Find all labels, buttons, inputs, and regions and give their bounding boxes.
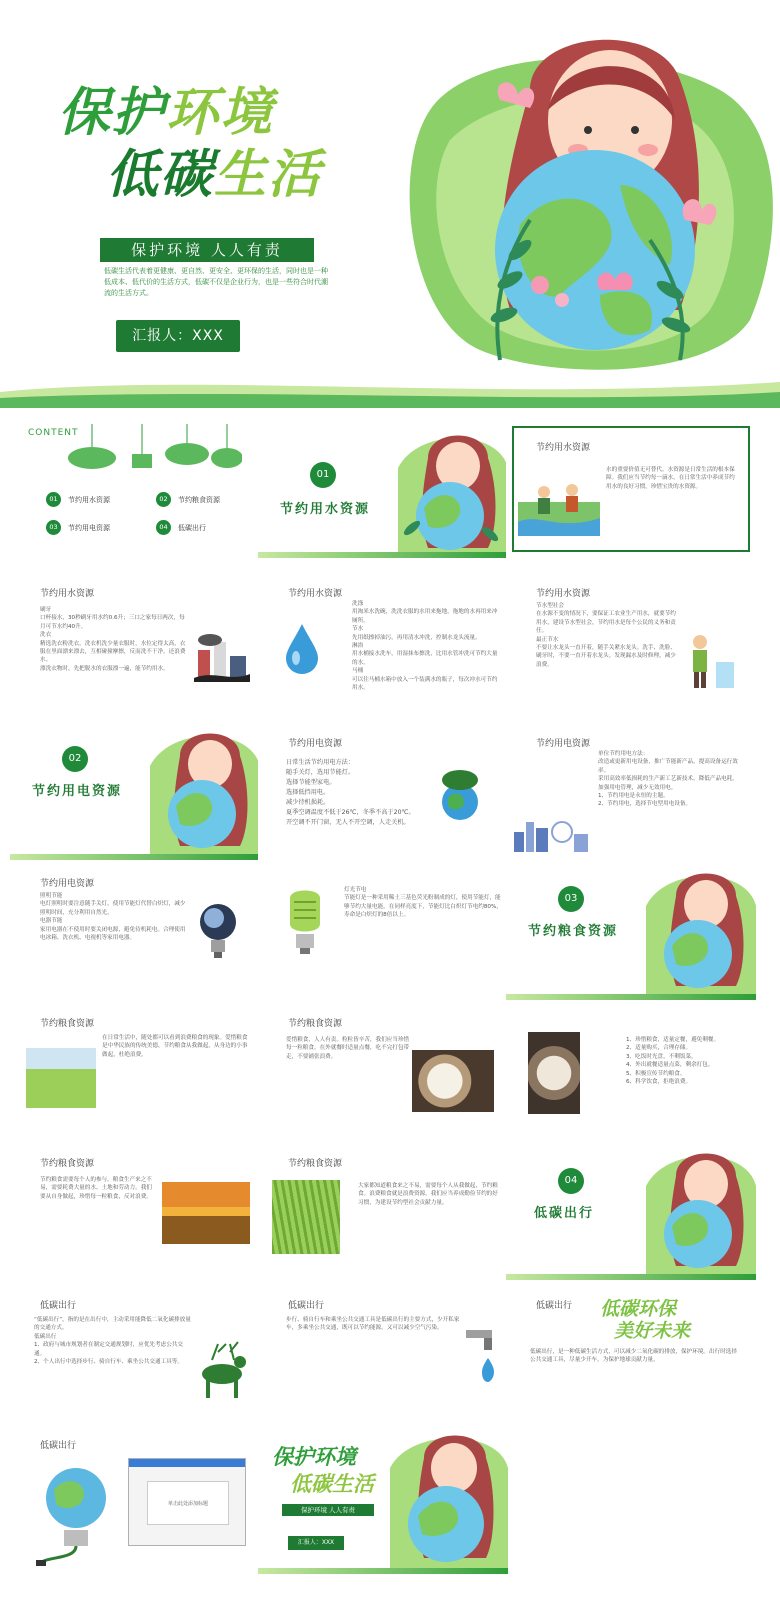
bottom-band	[506, 994, 756, 1000]
section-number: 01	[310, 462, 336, 488]
end-slogan: 保护环境 人人有责	[282, 1504, 374, 1516]
girl-earth-illustration	[636, 866, 756, 996]
bottom-band	[258, 1568, 508, 1574]
slide-title: 低碳出行	[40, 1301, 77, 1311]
section-number: 03	[558, 886, 584, 912]
slide-body: 大家都知道粮食来之不易，需要每个人从我做起，节约粮食。浪费粮食就是浪费资源，我们应当养成勤俭节约的好习惯，为建设节约型社会贡献力量。	[358, 1183, 498, 1206]
slide-title: 节约用水资源	[40, 589, 95, 599]
hero-title	[58, 82, 322, 206]
section-slide-03	[506, 862, 756, 1000]
energy-saving-bulb-icon	[282, 888, 328, 958]
slide-body: 单位节约用电方法： 改造或更新用电设备，推广节能新产品，提高设备运行效率。 采用高效率低损耗的生产新工艺新技术，降低产品电耗。 加强用电管理，减少无效用电。 1、节约用电是永恒的主题。 2、节约用电，选择节电型用电设备。	[598, 751, 738, 808]
poster-line: 美好未来	[614, 1320, 691, 1342]
slide-body: 刷牙 口杯接水，30秒刷牙用水约0.6升；三口之家每日两次，每月可节水约40升。 洗衣 精选洗衣粉洗衣，洗衣机洗少量衣服时，水位定得太高，衣服在里面漂来漂去，互相碰撞摩擦，反而洗不干净，还浪费水。 漂洗衣物时，先把脱水的衣服漂一遍，能节约用水。	[40, 607, 186, 672]
slide-title: 节约用水资源	[288, 589, 343, 599]
hero-wave	[0, 372, 780, 408]
slide-travel-3	[506, 1284, 756, 1422]
water-tap-icon	[464, 1324, 500, 1388]
slide-body: 照明节能 电灯照明时要注意随手关灯，使用节能灯代替白炽灯，减少照明时间，充分利用自然光。 电器节能 家用电器在不使用时要关闭电源，避免待机耗电。合理使用电冰箱、洗衣机、电视机等家用电器。	[40, 893, 186, 942]
water-drop-icon	[284, 624, 320, 674]
section-number: 02	[62, 746, 88, 772]
slide-water-4	[506, 572, 756, 710]
rice-bowl-photo	[412, 1050, 494, 1112]
plants-decoration	[470, 80, 730, 380]
section-title: 节约粮食资源	[528, 924, 619, 939]
bottom-band	[506, 1274, 756, 1280]
slide-food-3	[506, 1002, 756, 1140]
slide-body: 低碳出行，是一种低碳生活方式，可以减少二氧化碳的排放，保护环境。出行时选择公共交通工具，尽量少开车，为保护地球贡献力量。	[530, 1349, 737, 1364]
slide-water-2	[10, 572, 260, 710]
slide-title: 节约粮食资源	[288, 1019, 343, 1029]
slide-title: 节约粮食资源	[288, 1159, 343, 1169]
presentation-window[interactable]	[128, 1458, 246, 1546]
slide-elec-2	[506, 722, 756, 860]
toc-number: 02	[156, 492, 171, 507]
slide-body: 节约粮食需要每个人的参与。粮食生产来之不易，需要耗费大量的水、土地和劳动力。我们要从自身做起，珍惜每一粒粮食，反对浪费。	[40, 1177, 152, 1200]
hero-reporter: 汇报人：XXX	[116, 320, 240, 352]
window-titlebar	[129, 1459, 245, 1467]
poster-text	[600, 1298, 690, 1342]
slide-food-1	[10, 1002, 260, 1140]
slide-body: 水的重要价值无可替代。水资源是日常生活的根本保障。我们应当节约每一滴水，在日常生活中养成节约用水的良好习惯，珍惜宝贵的水资源。	[606, 467, 735, 490]
slide-travel-1	[10, 1284, 260, 1422]
section-title: 低碳出行	[534, 1206, 595, 1221]
earth-bulb-icon	[34, 1460, 118, 1568]
hero-description: 低碳生活代表着更健康、更自然、更安全、更环保的生活，同时也是一种低成本、低代价的生活方式，低碳不仅是企业行为，也是一些符合时代潮流的生活方式。	[104, 267, 328, 297]
slide-elec-3	[10, 862, 260, 1000]
hero-title-part: 生活	[214, 145, 323, 205]
green-rice-photo	[272, 1180, 340, 1254]
toc-label: CONTENT	[28, 428, 79, 438]
slide-body: 爱惜粮食，人人有责。粒粒皆辛苦，我们应当珍惜每一粒粮食。在外就餐时适量点餐，吃不完打包带走，不要铺张浪费。	[286, 1037, 410, 1060]
rice-field-photo	[26, 1048, 96, 1108]
girl-earth-illustration	[380, 1428, 508, 1574]
slide-body: “低碳出行”，指的是在出行中，主动采用能降低二氧化碳排放量的交通方式。 低碳出行 1、政府与城市规划者在制定交通规划时，应优先考虑公共交通。 2、个人出行中选择步行、骑自行车、乘坐公共交通工具等。	[34, 1317, 191, 1366]
slide-body: 日常生活节约用电方法： 随手关灯，选用节能灯。 选择节能型家电。 选择低挡用电。 减少待机损耗。 夏季空调温度不低于26℃，冬季不高于20℃。 开空调不开门窗，无人不开空调，人走关机。	[286, 759, 415, 826]
slide-title: 节约粮食资源	[40, 1019, 95, 1029]
farm-water-illustration	[518, 472, 600, 536]
slide-title: 节约用水资源	[536, 443, 591, 453]
slide-travel-2	[258, 1284, 508, 1422]
wheat-sunset-photo	[162, 1182, 250, 1244]
slide-body: 在日常生活中，随处都可以看到浪费粮食的现象。爱惜粮食是中华民族的传统美德，节约粮食从我做起，从身边的小事做起，杜绝浪费。	[102, 1035, 248, 1058]
end-title	[272, 1444, 374, 1498]
slide-title: 节约用电资源	[40, 879, 95, 889]
rice-spoon-photo	[528, 1032, 580, 1114]
slide-title: 低碳出行	[40, 1441, 77, 1451]
slide-travel-4	[10, 1424, 260, 1574]
slide-body: 灯光节电 节能灯是一种采用稀土三基色荧光粉制成的灯，使用节能灯，能够节约大量电能，在同样亮度下，节能灯比白炽灯节电约80%，寿命是白炽灯的8倍以上。	[344, 887, 502, 919]
slide-elec-4	[258, 862, 508, 1000]
slide-title: 节约用水资源	[536, 589, 591, 599]
section-number: 04	[558, 1168, 584, 1194]
toc-item[interactable]: 节约粮食资源	[178, 496, 220, 504]
slide-title: 节约粮食资源	[40, 1159, 95, 1169]
slide-title: 节约用电资源	[288, 739, 343, 749]
hero-slide	[0, 0, 780, 408]
slide-food-4	[10, 1142, 260, 1280]
toc-item[interactable]: 节约用水资源	[68, 496, 110, 504]
hero-title-part: 保护	[58, 83, 167, 143]
slide-elec-1	[258, 722, 508, 860]
slide-water-1	[506, 420, 756, 558]
bottom-band	[10, 854, 260, 860]
slide-body: 步行、骑自行车和乘坐公共交通工具是低碳出行的主要方式，少开私家车，多乘坐公共交通，既可以节约能源，又可以减少空气污染。	[286, 1317, 460, 1332]
hero-title-part: 环境	[166, 83, 275, 143]
hanging-clouds-decoration	[62, 424, 242, 484]
end-reporter: 汇报人：XXX	[288, 1536, 344, 1550]
slide-food-2	[258, 1002, 508, 1140]
toc-item[interactable]: 低碳出行	[178, 524, 206, 532]
hero-slogan: 保护环境 人人有责	[100, 238, 314, 262]
poster-line: 低碳环保	[600, 1298, 677, 1320]
light-bulb-icon	[198, 902, 238, 962]
end-slide	[258, 1424, 508, 1574]
end-title-line: 保护环境	[272, 1445, 356, 1469]
city-skyline-icon	[512, 814, 594, 852]
girl-earth-illustration	[388, 428, 508, 558]
slide-body: 节水型社会 在水源不变的情况下，要保证工农业生产用水，就要节约用水，建设节水型社会，节约用水是每个公民的义务和责任。 最正节水 不要让水龙头一直开着，随手关紧水龙头。洗手、洗脸、刷牙时，不要一直开着水龙头。发现漏水及时修理，减少浪费。	[536, 603, 676, 668]
girl-earth-illustration	[140, 726, 260, 856]
slide-water-3	[258, 572, 508, 710]
slide-body: 洗涤 用淘米水洗碗，洗洗衣服的水用来拖地，拖地的水再用来冲厕所。 节水 先用纸擦掉油污，再用清水冲洗，控制水龙头流量。 淋浴 用水桶接水洗车，用湿抹布擦洗，比用水管冲洗可节约大量的水。 马桶 可以往马桶水箱中放入一个装满水的瓶子，每次冲水可节约用水。	[352, 601, 498, 692]
bottom-band	[258, 552, 508, 558]
slide-title: 低碳出行	[536, 1301, 573, 1311]
girl-earth-illustration	[636, 1146, 756, 1276]
section-slide-02	[10, 722, 260, 860]
deer-silhouette-icon	[198, 1340, 254, 1400]
toc-item[interactable]: 节约用电资源	[68, 524, 110, 532]
slide-title: 低碳出行	[288, 1301, 325, 1311]
slide-body: 1、珍惜粮食，适量定餐，避免剩餐。 2、适量购买，合理存储。 3、吃饭时光盘，不剩饭菜。 4、外出就餐适量点菜，剩余打包。 5、积极宣传节约粮食。 6、科学饮食，拒绝浪费。	[626, 1037, 720, 1086]
slide-food-5	[258, 1142, 508, 1280]
hero-title-part: 低碳	[106, 145, 215, 205]
toc-number: 04	[156, 520, 171, 535]
section-title: 节约用水资源	[280, 502, 371, 517]
end-title-line: 低碳生活	[290, 1472, 374, 1496]
toc-number: 01	[46, 492, 61, 507]
man-tap-icon	[682, 632, 738, 692]
section-slide-01	[258, 420, 508, 558]
toc-number: 03	[46, 520, 61, 535]
factory-pollution-icon	[194, 632, 250, 682]
section-title: 节约用电资源	[32, 784, 123, 799]
earth-tree-icon	[430, 768, 490, 822]
toc-slide	[10, 420, 260, 558]
slide-title: 节约用电资源	[536, 739, 591, 749]
window-slide-placeholder: 单击此处添加标题	[147, 1481, 229, 1525]
section-slide-04	[506, 1142, 756, 1280]
